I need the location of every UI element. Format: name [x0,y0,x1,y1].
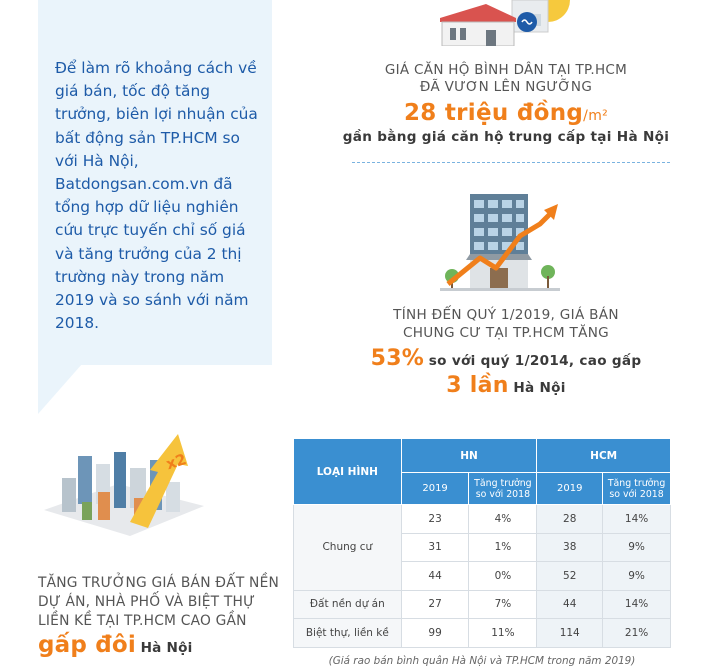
stat2-row4 [300,372,712,402]
stat2-line4: Hà Nội [513,380,566,396]
hn-growth: 11% [469,619,537,648]
hcm-growth: 14% [603,590,671,619]
stat2-row3 [300,345,712,375]
stat3-line2: DỰ ÁN, NHÀ PHỐ VÀ BIỆT THỰ [38,594,256,610]
hn-growth: 1% [469,533,537,562]
hn-year-header: 2019 [401,473,469,505]
stat3-highlight: gấp đôi [38,632,137,658]
table-caption: (Giá rao bán bình quân Hà Nội và TP.HCM trong năm 2019) [328,655,636,667]
stat3-row4 [38,631,288,662]
stat1-highlight-row [300,98,712,131]
divider [352,162,670,163]
stat3-line1: TĂNG TRƯỞNG GIÁ BÁN ĐẤT NỀN [38,575,280,591]
row-type: Đất nền dự án [294,590,402,619]
stat3-text [38,574,288,662]
hn-growth-header: Tăng trưởng so với 2018 [469,473,537,505]
header-hcm: HCM [537,439,671,473]
building-growth-icon [440,188,560,293]
stat1-line2: ĐÃ VƯƠN LÊN NGƯỠNG [419,79,593,95]
stat2-line1: TÍNH ĐẾN QUÝ 1/2019, GIÁ BÁN [393,307,619,323]
table-row [294,619,671,648]
hn-value: 99 [401,619,469,648]
stat2-line2: CHUNG CƯ TẠI TP.HCM TĂNG [402,325,610,341]
hn-value: 27 [401,590,469,619]
hcm-value: 38 [537,533,603,562]
hcm-value: 44 [537,590,603,619]
house-icon [436,0,576,46]
hcm-value: 28 [537,505,603,534]
stat3-line4: Hà Nội [140,640,193,656]
table-row [294,590,671,619]
hn-value: 31 [401,533,469,562]
hcm-year-header: 2019 [537,473,603,505]
row-type: Chung cư [294,505,402,591]
hcm-growth: 9% [603,533,671,562]
hcm-growth: 9% [603,562,671,591]
hcm-growth: 21% [603,619,671,648]
hn-value: 23 [401,505,469,534]
stat1-highlight: 28 triệu đồng [403,100,584,126]
stat2-line3: so với quý 1/2014, cao gấp [428,353,642,369]
stat3-line3: LIỀN KỀ TẠI TP.HCM CAO GẦN [38,613,247,629]
city-growth-icon [38,432,210,544]
table-row [294,505,671,534]
hn-growth: 7% [469,590,537,619]
hn-value: 44 [401,562,469,591]
stat2-highlight1: 53% [370,346,425,371]
x2-badge: x2 [163,450,189,474]
stat1-unit: /m² [583,108,609,124]
stat2-highlight2: 3 lần [446,373,509,398]
hcm-growth-header: Tăng trưởng so với 2018 [603,473,671,505]
hcm-value: 114 [537,619,603,648]
header-hn: HN [401,439,537,473]
hcm-growth: 14% [603,505,671,534]
stat1-line1: GIÁ CĂN HỘ BÌNH DÂN TẠI TP.HCM [384,62,628,78]
hcm-value: 52 [537,562,603,591]
stat1-line3: gần bằng giá căn hộ trung cấp tại Hà Nội [342,129,670,145]
price-table [293,438,671,648]
intro-text: Để làm rõ khoảng cách về giá bán, tốc độ tăng trưởng, biên lợi nhuận của bất động sản TP.HCM so với Hà Nội, Batdongsan.com.vn đã tổng hợp dữ liệu nghiên cứu trực tuyến chỉ số giá và tăng trưởng của 2 thị trường này trong năm 2019 và so sánh với năm 2018. [55,59,258,333]
header-type: LOẠI HÌNH [294,439,402,505]
row-type: Biệt thự, liền kề [294,619,402,648]
bubble-tail [38,364,82,414]
hn-growth: 0% [469,562,537,591]
hn-growth: 4% [469,505,537,534]
